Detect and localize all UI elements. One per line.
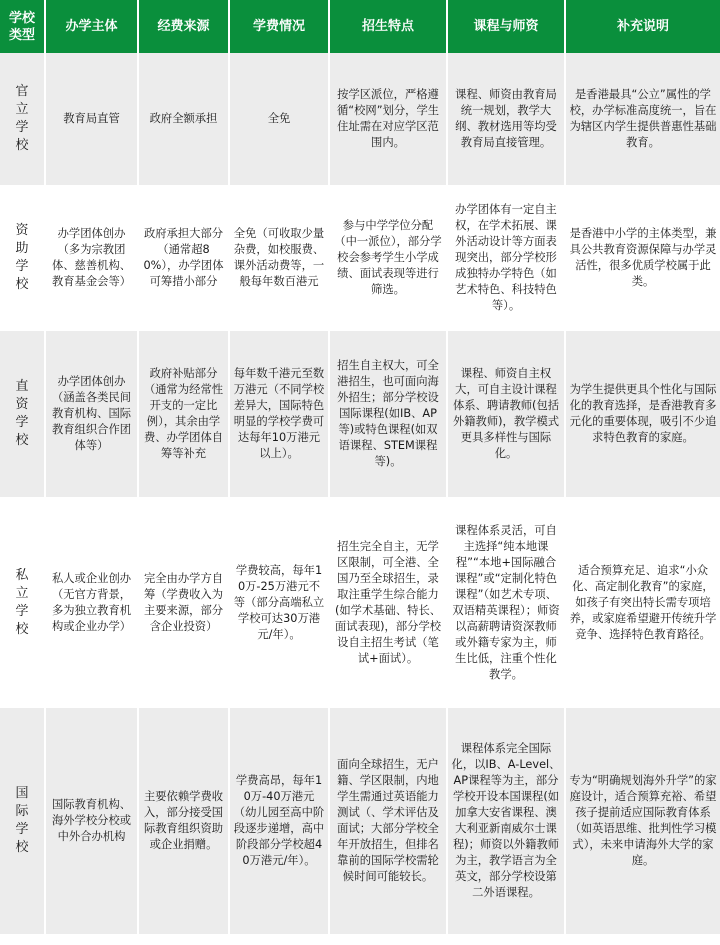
table-row-government [0, 53, 720, 185]
school-type-cell: 直资学校 [0, 331, 45, 497]
header-curriculum: 课程与师资 [447, 0, 565, 53]
operator-cell: 国际教育机构、海外学校分校或中外合办机构 [45, 708, 138, 934]
curriculum-cell: 课程、师资由教育局统一规划，教学大纲、教材选用等均受教育局直接管理。 [447, 53, 565, 185]
table-row-international [0, 708, 720, 934]
notes-cell: 专为“明确规划海外升学”的家庭设计，适合预算充裕、希望孩子提前适应国际教育体系（如英语思维、批判性学习模式），未来申请海外大学的家庭。 [565, 708, 720, 934]
curriculum-cell: 办学团体有一定自主权，在学术拓展、课外活动设计等方面表现突出，部分学校形成独特办学特色（如艺术特色、科技特色等）。 [447, 189, 565, 327]
header-admission: 招生特点 [329, 0, 447, 53]
school-type-cell: 国际学校 [0, 708, 45, 934]
funding-cell: 完全由办学方自筹（学费收入为主要来源，部分含企业投资） [138, 501, 229, 704]
admission-cell: 面向全球招生，无户籍、学区限制，内地学生需通过英语能力测试（、学术评估及面试；大部分学校全年开放招生，但排名靠前的国际学校需轮候时间可能较长。 [329, 708, 447, 934]
operator-cell: 私人或企业创办（无官方背景，多为独立教育机构或企业办学） [45, 501, 138, 704]
operator-cell: 办学团体创办（多为宗教团体、慈善机构、教育基金会等） [45, 189, 138, 327]
admission-cell: 参与中学学位分配（中一派位），部分学校会参考学生小学成绩、面试表现等进行筛选。 [329, 189, 447, 327]
notes-cell: 是香港最具“公立”属性的学校，办学标准高度统一，旨在为辖区内学生提供普惠性基础教育。 [565, 53, 720, 185]
admission-cell: 招生自主权大，可全港招生，也可面向海外招生；部分学校设国际课程(如IB、AP等)或特色课程(如双语课程、STEM课程等)。 [329, 331, 447, 497]
curriculum-cell: 课程、师资自主权大，可自主设计课程体系、聘请教师(包括外籍教师)，教学模式更具多样性与国际化。 [447, 331, 565, 497]
curriculum-cell: 课程体系灵活，可自主选择“纯本地课程”“本地+国际融合课程”或“定制化特色课程”（如艺术专项、双语精英课程）；师资以高薪聘请资深教师或外籍专家为主，师生比低，注重个性化教学。 [447, 501, 565, 704]
tuition-cell: 每年数千港元至数万港元（不同学校差异大，国际特色明显的学校学费可达每年10万港元以上）。 [229, 331, 329, 497]
tuition-cell: 学费高昂，每年10万-40万港元（幼儿园至高中阶段逐步递增，高中阶段部分学校超40万港元/年）。 [229, 708, 329, 934]
funding-cell: 政府补贴部分（通常为经常性开支的一定比例），其余由学费、办学团体自筹等补充 [138, 331, 229, 497]
table-row-dss [0, 331, 720, 497]
notes-cell: 适合预算充足、追求“小众化、高定制化教育”的家庭，如孩子有突出特长需专项培养，或家庭希望避开传统升学竞争、选择特色教育路径。 [565, 501, 720, 704]
tuition-cell: 全免（可收取少量杂费，如校服费、课外活动费等，一般每年数百港元 [229, 189, 329, 327]
header-funding: 经费来源 [138, 0, 229, 53]
notes-cell: 为学生提供更具个性化与国际化的教育选择，是香港教育多元化的重要体现，吸引不少追求特色教育的家庭。 [565, 331, 720, 497]
school-type-cell: 私立学校 [0, 501, 45, 704]
admission-cell: 按学区派位，严格遵循“校网”划分，学生住址需在对应学区范围内。 [329, 53, 447, 185]
header-notes: 补充说明 [565, 0, 720, 53]
tuition-cell: 全免 [229, 53, 329, 185]
funding-cell: 政府承担大部分（通常超80%），办学团体可筹措小部分 [138, 189, 229, 327]
table-header-row [0, 0, 720, 53]
school-type-cell: 官立学校 [0, 53, 45, 185]
table-row-private [0, 501, 720, 704]
header-operator: 办学主体 [45, 0, 138, 53]
funding-cell: 政府全额承担 [138, 53, 229, 185]
operator-cell: 办学团体创办（涵盖各类民间教育机构、国际教育组织合作团体等） [45, 331, 138, 497]
header-school-type: 学校类型 [0, 0, 45, 53]
funding-cell: 主要依赖学费收入，部分接受国际教育组织资助或企业捐赠。 [138, 708, 229, 934]
header-tuition: 学费情况 [229, 0, 329, 53]
operator-cell: 教育局直管 [45, 53, 138, 185]
admission-cell: 招生完全自主，无学区限制，可全港、全国乃至全球招生，录取注重学生综合能力(如学术基础、特长、面试表现)，部分学校设自主招生考试（笔试+面试）。 [329, 501, 447, 704]
notes-cell: 是香港中小学的主体类型，兼具公共教育资源保障与办学灵活性，很多优质学校属于此类。 [565, 189, 720, 327]
school-type-cell: 资助学校 [0, 189, 45, 327]
table-row-aided [0, 189, 720, 327]
tuition-cell: 学费较高，每年10万-25万港元不等（部分高端私立学校可达30万港元/年）。 [229, 501, 329, 704]
curriculum-cell: 课程体系完全国际化，以IB、A-Level、AP课程等为主，部分学校开设本国课程(如加拿大安省课程、澳大利亚新南威尔士课程)；师资以外籍教师为主，教学语言为全英文，部分学校设第二外语课程。 [447, 708, 565, 934]
